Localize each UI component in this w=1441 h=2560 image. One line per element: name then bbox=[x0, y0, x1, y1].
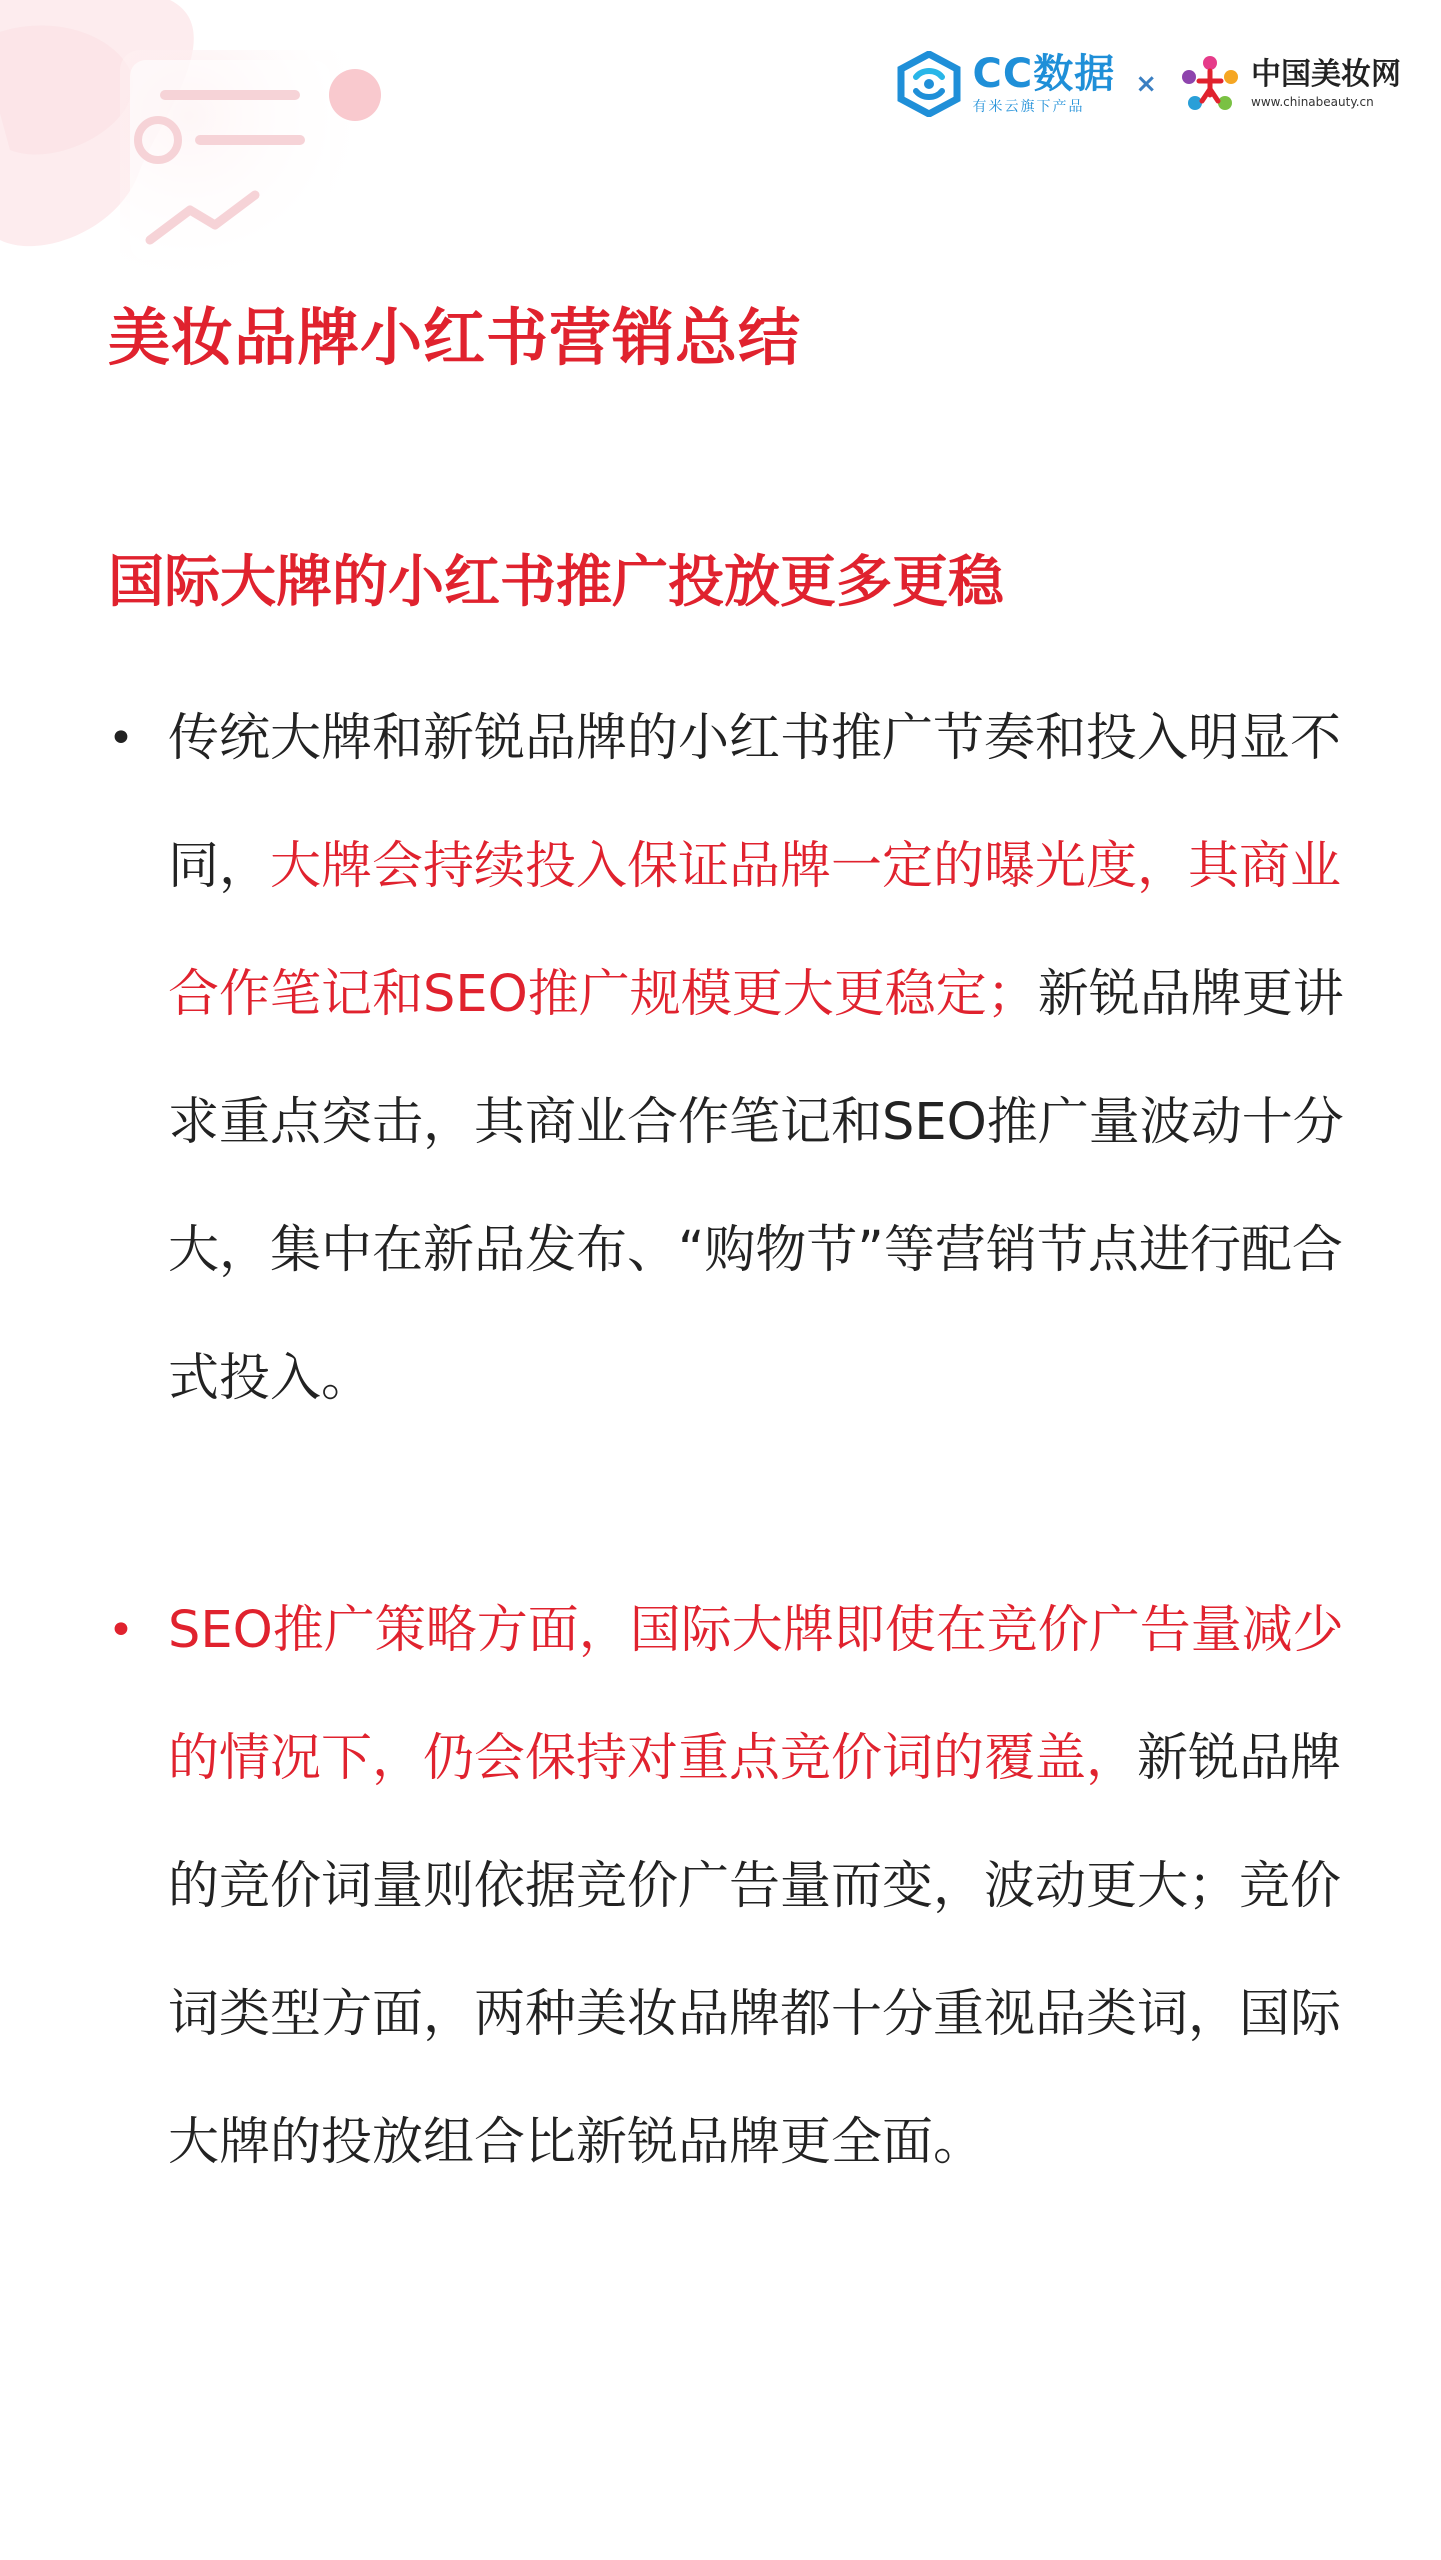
logo-separator: × bbox=[1135, 69, 1157, 99]
bullet-item-1 bbox=[108, 675, 1358, 1443]
bullet-marker: • bbox=[108, 1605, 134, 1656]
chinabeauty-logo-name: 中国美妆网 bbox=[1251, 57, 1401, 92]
cc-data-logo bbox=[896, 51, 1115, 117]
bullet-text-1 bbox=[168, 675, 1353, 1443]
bullet-1-text-normal: 传统大牌和新锐品牌的小红书推广节奏和投入明显不同， bbox=[168, 709, 1342, 896]
page-title: 美妆品牌小红书营销总结 bbox=[108, 301, 802, 374]
cc-data-logo-icon bbox=[896, 51, 962, 117]
cc-data-logo-subtitle: 有米云旗下产品 bbox=[972, 99, 1085, 115]
bullet-2-text-normal: 新锐品牌的竞价词量则依据竞价广告量而变，波动更大；竞价词类型方面，两种美妆品牌都十分重视品类词，国际大牌的投放组合比新锐品牌更全面。 bbox=[168, 1729, 1342, 2172]
chinabeauty-logo-icon bbox=[1177, 51, 1243, 117]
chinabeauty-logo-url: www.chinabeauty.cn bbox=[1251, 95, 1374, 109]
bullet-2-text-highlight: SEO推广策略方面，国际大牌即使在竞价广告量减少的情况下，仍会保持对重点竞价词的覆盖， bbox=[168, 1601, 1344, 1788]
bullet-text-2 bbox=[168, 1567, 1353, 2207]
bullet-item-2 bbox=[108, 1567, 1358, 2207]
bullet-marker: • bbox=[108, 713, 134, 764]
decorative-illustration bbox=[0, 0, 420, 330]
chinabeauty-logo bbox=[1177, 51, 1401, 117]
bullet-1-text-highlight: 大牌会持续投入保证品牌一定的曝光度，其商业合作笔记和SEO推广规模更大更稳定； bbox=[168, 837, 1342, 1024]
cc-data-logo-name: CC数据 bbox=[972, 51, 1116, 97]
header-logos bbox=[896, 44, 1401, 124]
section-title: 国际大牌的小红书推广投放更多更稳 bbox=[108, 550, 1004, 615]
bullet-1-text-normal-2: 新锐品牌更讲求重点突击，其商业合作笔记和SEO推广量波动十分大，集中在新品发布、“购物节”等营销节点进行配合式投入。 bbox=[168, 965, 1344, 1408]
